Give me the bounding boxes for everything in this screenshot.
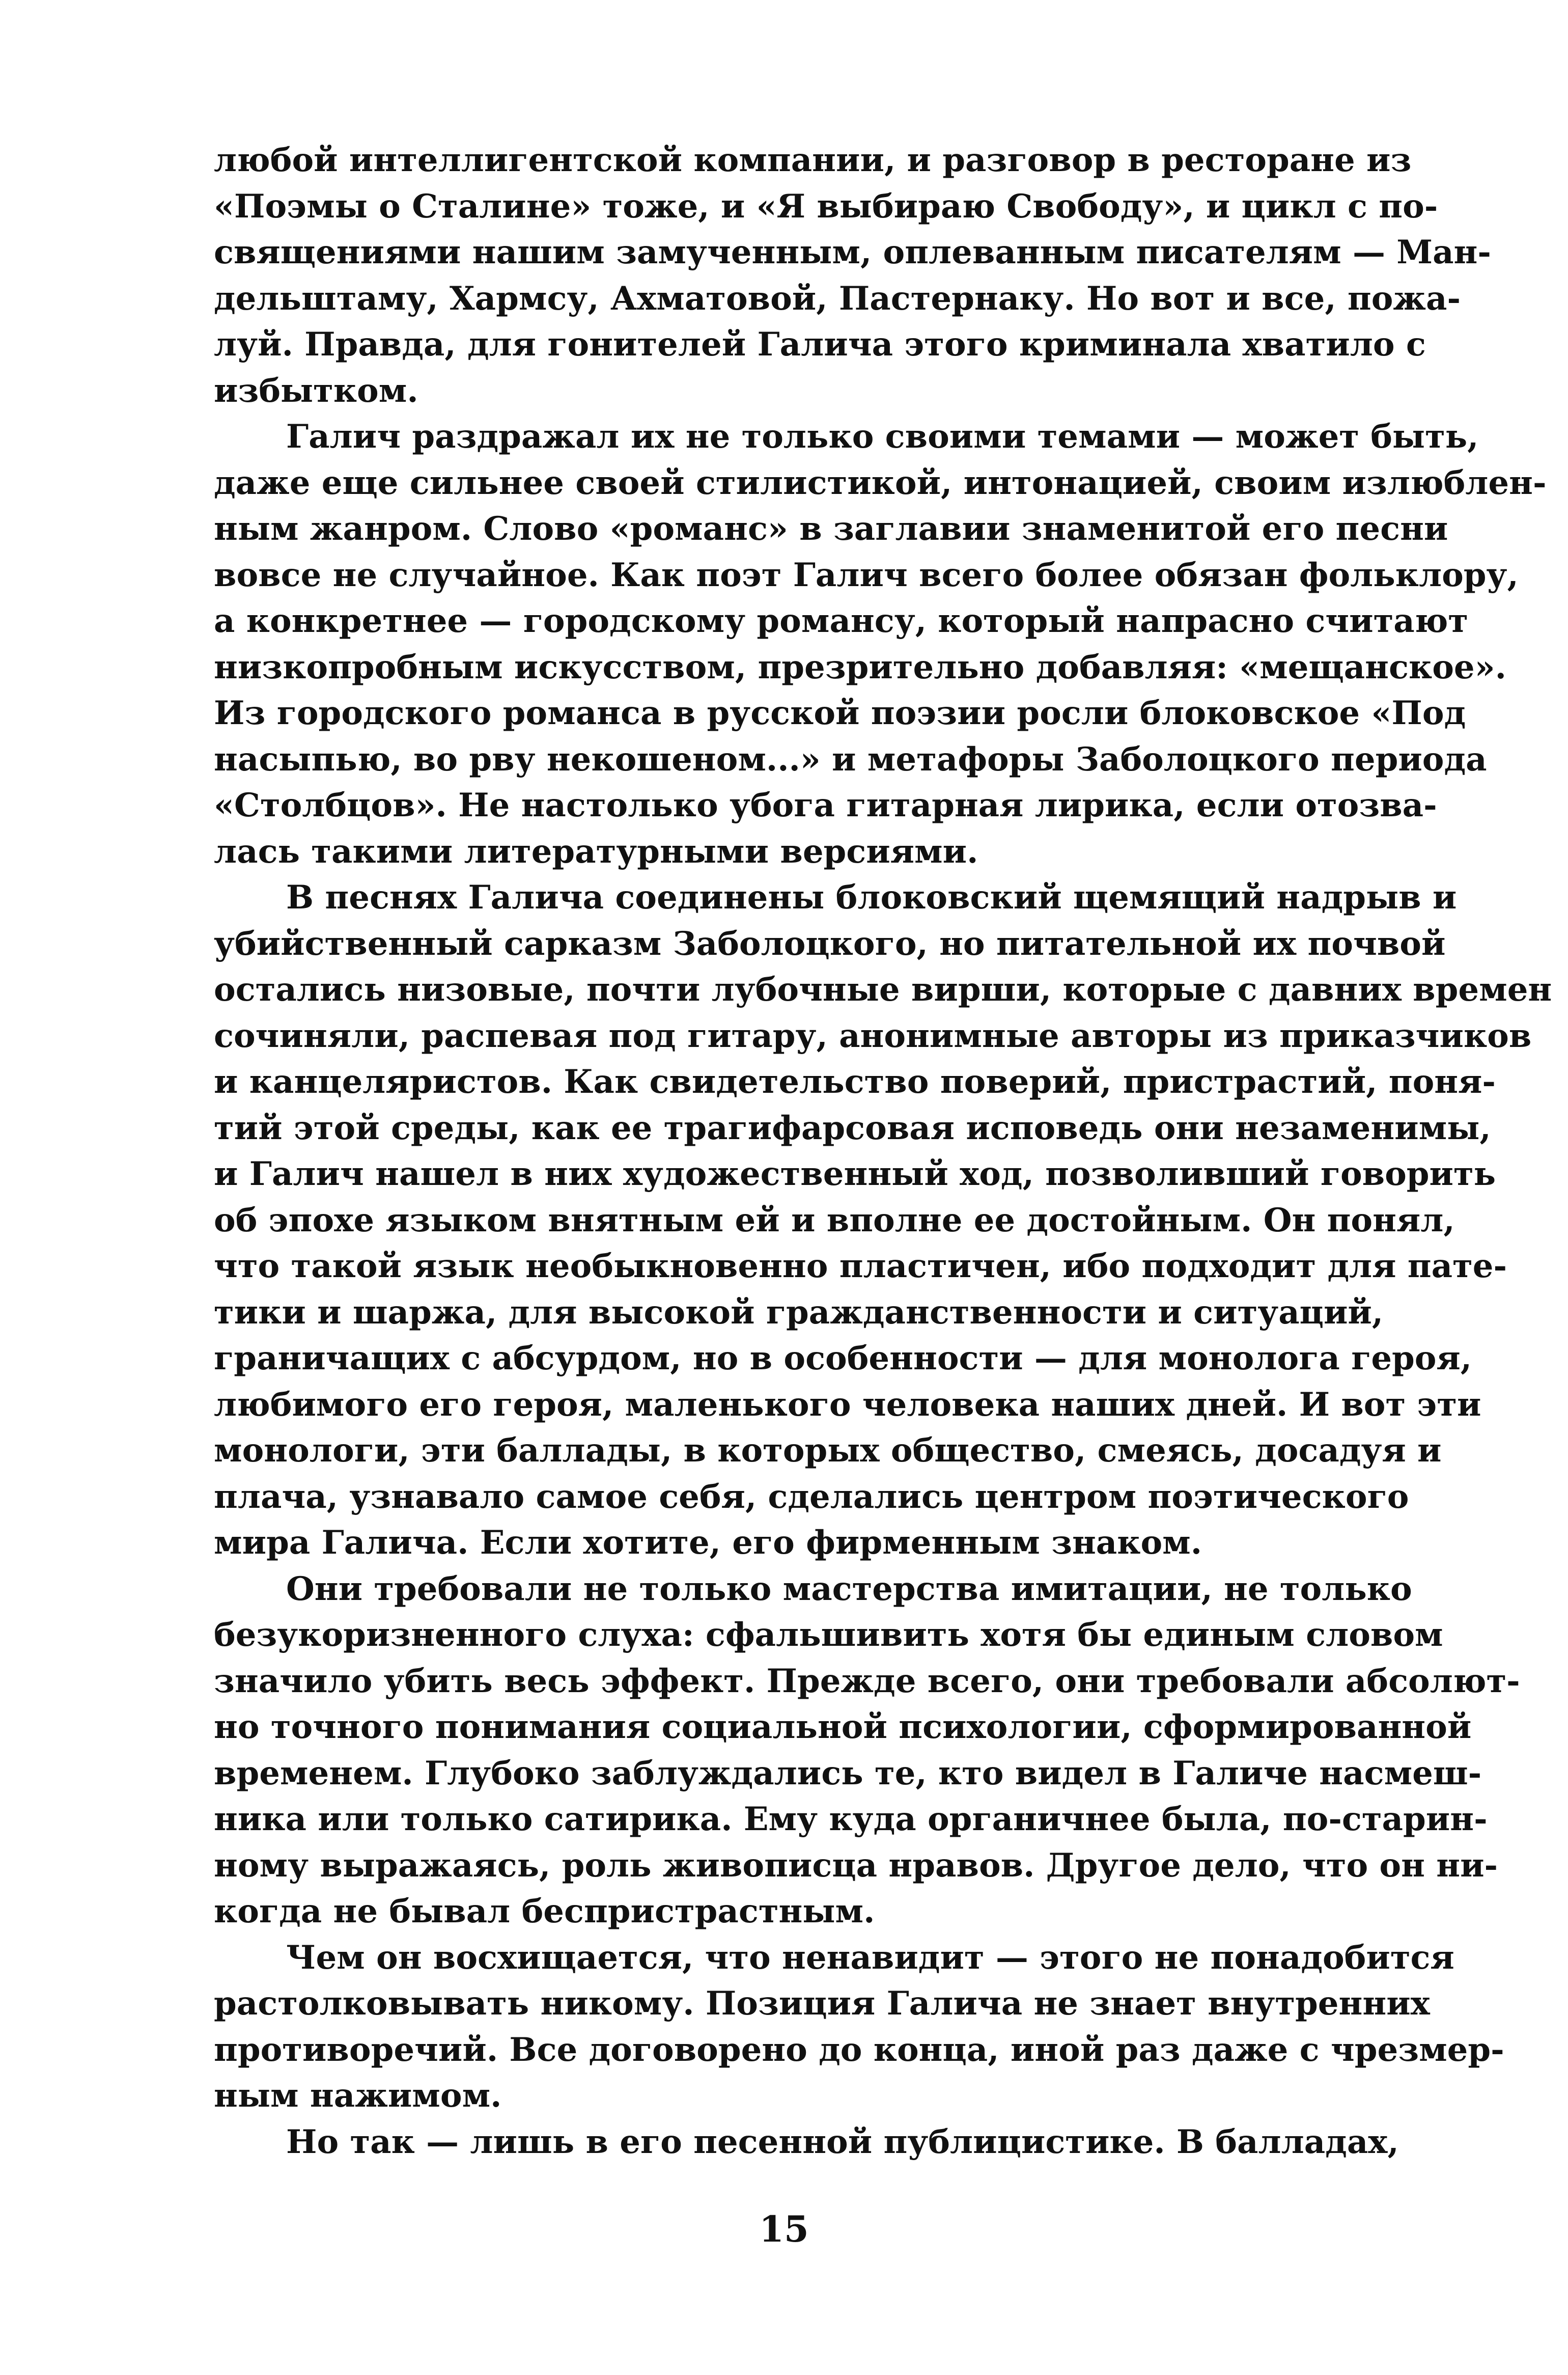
text-line: Из городского романса в русской поэзии росли блоковское «Под xyxy=(214,694,1466,732)
paragraph-first-line: В песнях Галича соединены блоковский щемящий надрыв и xyxy=(286,878,1457,917)
text-line: временем. Глубоко заблуждались те, кто видел в Галиче насмеш- xyxy=(214,1754,1482,1792)
text-line: лась такими литературными версиями. xyxy=(214,832,978,871)
text-line: когда не бывал беспристрастным. xyxy=(214,1892,875,1930)
text-line: священиями нашим замученным, оплеванным писателям — Ман- xyxy=(214,233,1491,271)
text-line: дельштаму, Хармсу, Ахматовой, Пастернаку. Но вот и все, пожа- xyxy=(214,279,1461,318)
text-line: ным нажимом. xyxy=(214,2077,502,2115)
text-line: мира Галича. Если хотите, его фирменным знаком. xyxy=(214,1524,1202,1562)
text-line: а конкретнее — городскому романсу, который напрасно считают xyxy=(214,602,1468,640)
text-line: насыпью, во рву некошеном...» и метафоры Заболоцкого периода xyxy=(214,740,1487,779)
text-line: значило убить весь эффект. Прежде всего, они требовали абсолют- xyxy=(214,1662,1520,1700)
text-line: даже еще сильнее своей стилистикой, интонацией, своим излюблен- xyxy=(214,463,1547,502)
paragraph-first-line: Чем он восхищается, что ненавидит — этого не понадобится xyxy=(286,1938,1454,1977)
paragraph-first-line: Но так — лишь в его песенной публицистике. В балладах, xyxy=(286,2122,1399,2161)
text-line: безукоризненного слуха: сфальшивить хотя бы единым словом xyxy=(214,1616,1443,1654)
text-line: тий этой среды, как ее трагифарсовая исповедь они незаменимы, xyxy=(214,1109,1491,1147)
paragraph-first-line: Галич раздражал их не только своими темами — может быть, xyxy=(286,418,1479,456)
paragraph-first-line: Они требовали не только мастерства имитации, не только xyxy=(286,1569,1412,1608)
page-text xyxy=(214,137,1552,2165)
text-line: что такой язык необыкновенно пластичен, ибо подходит для пате- xyxy=(214,1247,1507,1285)
text-line: убийственный сарказм Заболоцкого, но питательной их почвой xyxy=(214,924,1446,963)
text-line: тики и шаржа, для высокой гражданственности и ситуаций, xyxy=(214,1293,1384,1332)
page-number: 15 xyxy=(759,2208,809,2250)
text-line: и канцеляристов. Как свидетельство поверий, пристрастий, поня- xyxy=(214,1063,1496,1101)
text-line: об эпохе языком внятным ей и вполне ее достойным. Он понял, xyxy=(214,1201,1455,1239)
text-line: растолковывать никому. Позиция Галича не знает внутренних xyxy=(214,1984,1430,2023)
text-line: противоречий. Все договорено до конца, иной раз даже с чрезмер- xyxy=(214,2030,1504,2069)
text-line: вовсе не случайное. Как поэт Галич всего более обязан фольклору, xyxy=(214,556,1519,594)
text-line: любимого его героя, маленького человека наших дней. И вот эти xyxy=(214,1385,1481,1424)
text-line: луй. Правда, для гонителей Галича этого криминала хватило с xyxy=(214,325,1426,364)
text-line: плача, узнавало самое себя, сделались центром поэтического xyxy=(214,1477,1409,1516)
text-line: ника или только сатирика. Ему куда органичнее была, по-старин- xyxy=(214,1800,1488,1838)
text-line: но точного понимания социальной психологии, сформированной xyxy=(214,1708,1472,1746)
text-line: избытком. xyxy=(214,371,418,410)
text-line: монологи, эти баллады, в которых общество, смеясь, досадуя и xyxy=(214,1431,1442,1470)
text-line: «Поэмы о Сталине» тоже, и «Я выбираю Свободу», и цикл с по- xyxy=(214,187,1438,226)
text-line: любой интеллигентской компании, и разговор в ресторане из xyxy=(214,141,1412,179)
text-line: и Галич нашел в них художественный ход, позволивший говорить xyxy=(214,1155,1496,1193)
text-line: остались низовые, почти лубочные вирши, которые с давних времен xyxy=(214,971,1552,1009)
text-line: ным жанром. Слово «романс» в заглавии знаменитой его песни xyxy=(214,510,1448,548)
text-line: сочиняли, распевая под гитару, анонимные авторы из приказчиков xyxy=(214,1016,1532,1055)
text-line: граничащих с абсурдом, но в особенности — для монолога героя, xyxy=(214,1339,1472,1377)
text-line: «Столбцов». Не настолько убога гитарная лирика, если отозва- xyxy=(214,786,1437,824)
text-line: ному выражаясь, роль живописца нравов. Другое дело, что он ни- xyxy=(214,1846,1498,1885)
text-line: низкопробным искусством, презрительно добавляя: «мещанское». xyxy=(214,648,1506,686)
